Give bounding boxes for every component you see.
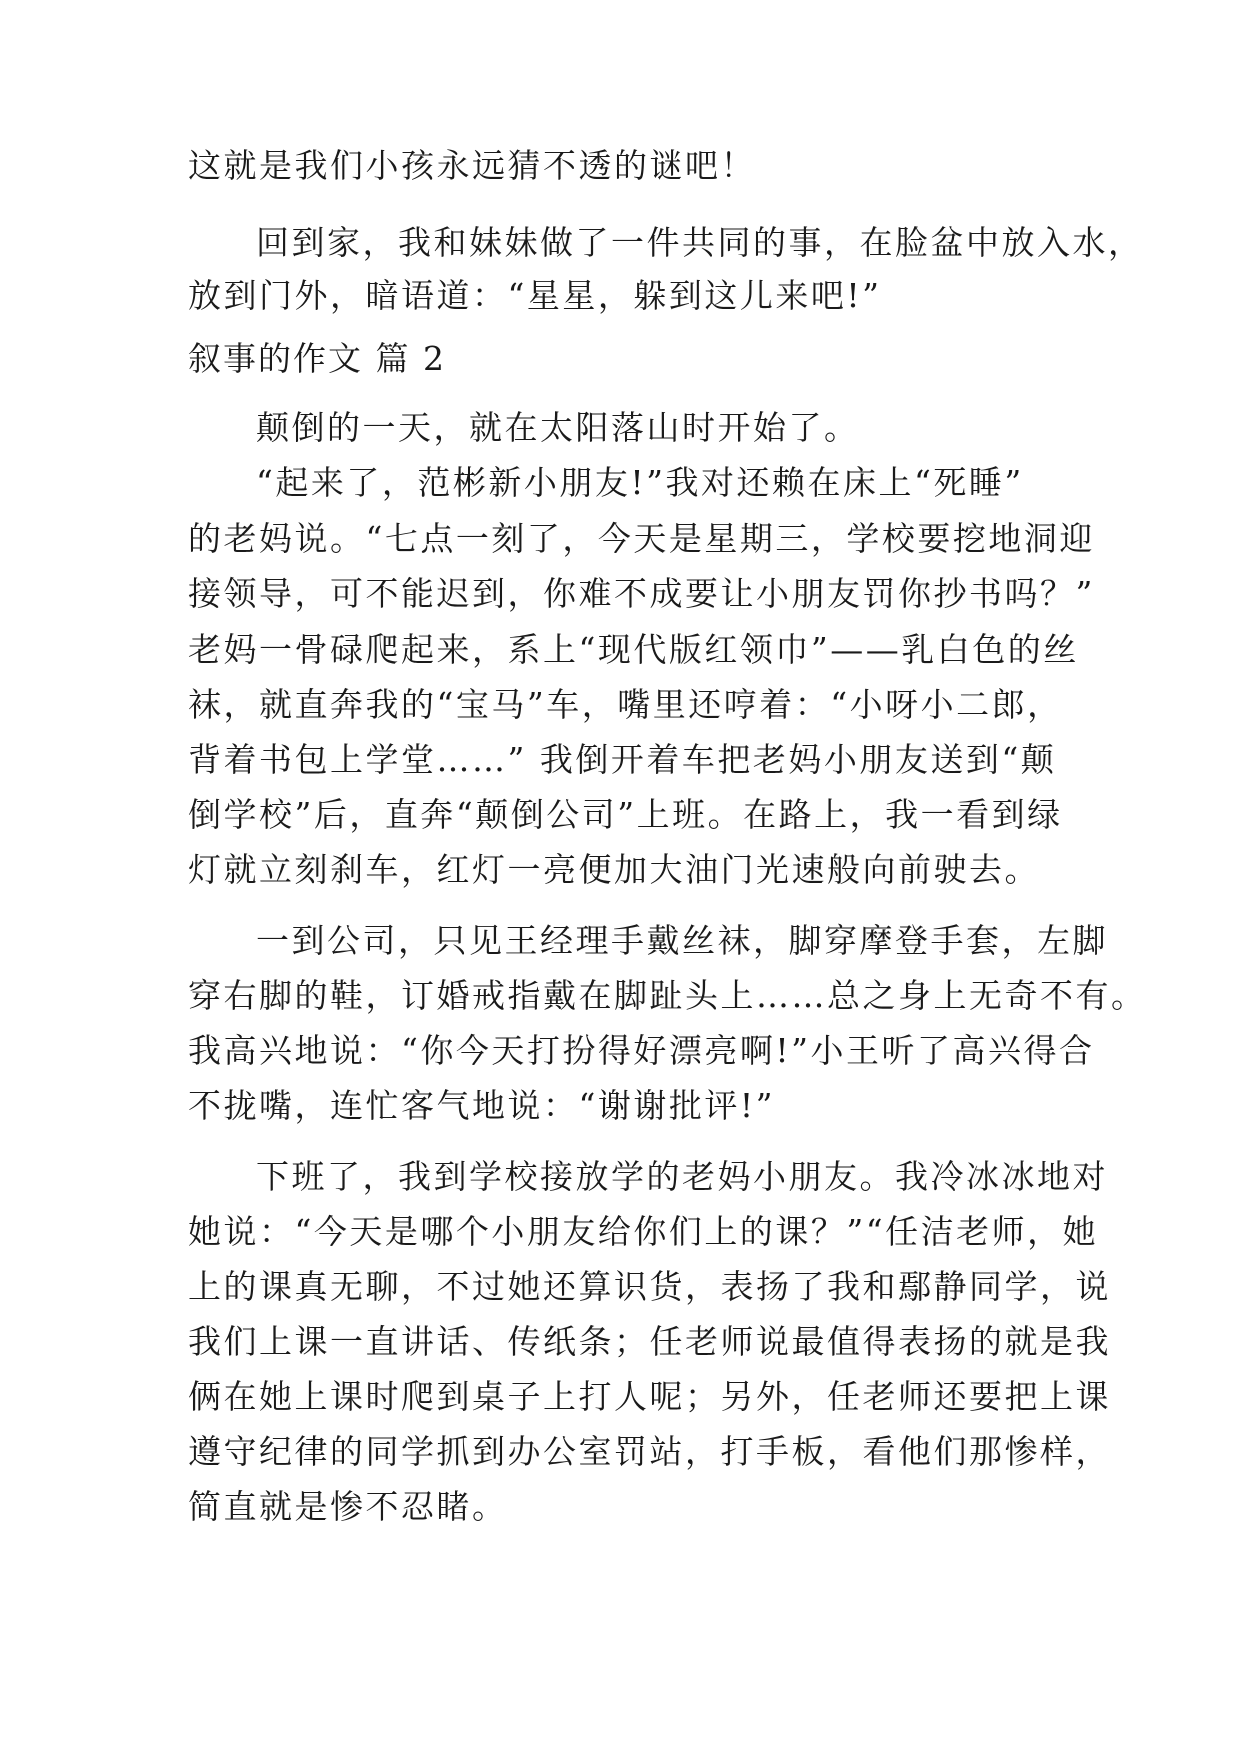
text-line: 倒学校”后，直奔“颠倒公司”上班。在路上，我一看到绿 <box>188 795 1063 834</box>
text-line: 回到家，我和妹妹做了一件共同的事，在脸盆中放入水， <box>256 223 1144 262</box>
text-line: 灯就立刻刹车，红灯一亮便加大油门光速般向前驶去。 <box>188 850 1040 889</box>
text-line: 遵守纪律的同学抓到办公室罚站，打手板，看他们那惨样， <box>188 1432 1111 1471</box>
text-line: 穿右脚的鞋，订婚戒指戴在脚趾头上……总之身上无奇不有。 <box>188 976 1147 1015</box>
text-line: 放到门外，暗语道：“星星，躲到这儿来吧!” <box>188 276 882 315</box>
text-line: 俩在她上课时爬到桌子上打人呢；另外，任老师还要把上课 <box>188 1377 1111 1416</box>
text-line: 背着书包上学堂……” 我倒开着车把老妈小朋友送到“颠 <box>188 740 1057 779</box>
text-line: 简直就是惨不忍睹。 <box>188 1487 508 1526</box>
text-line: 不拢嘴，连忙客气地说：“谢谢批评!” <box>188 1086 776 1125</box>
text-line: “起来了，范彬新小朋友!”我对还赖在床上“死睡” <box>256 463 1024 502</box>
text-line: 我高兴地说：“你今天打扮得好漂亮啊!”小王听了高兴得合 <box>188 1031 1095 1070</box>
text-line: 上的课真无聊，不过她还算识货，表扬了我和鄢静同学，说 <box>188 1267 1111 1306</box>
text-line: 颠倒的一天，就在太阳落山时开始了。 <box>256 408 860 447</box>
text-line: 接领导，可不能迟到，你难不成要让小朋友罚你抄书吗？” <box>188 574 1095 613</box>
section-heading: 叙事的作文 篇 2 <box>188 339 446 378</box>
text-line: 的老妈说。“七点一刻了，今天是星期三，学校要挖地洞迎 <box>188 519 1095 558</box>
text-line: 她说：“今天是哪个小朋友给你们上的课？”“任洁老师，她 <box>188 1212 1099 1251</box>
text-line: 袜，就直奔我的“宝马”车，嘴里还哼着：“小呀小二郎， <box>188 685 1063 724</box>
text-line: 下班了，我到学校接放学的老妈小朋友。我冷冰冰地对 <box>256 1157 1108 1196</box>
text-line: 老妈一骨碌爬起来，系上“现代版红领巾”——乳白色的丝 <box>188 630 1079 669</box>
text-line: 我们上课一直讲话、传纸条；任老师说最值得表扬的就是我 <box>188 1322 1111 1361</box>
text-line: 一到公司，只见王经理手戴丝袜，脚穿摩登手套，左脚 <box>256 921 1108 960</box>
text-line: 这就是我们小孩永远猜不透的谜吧！ <box>188 146 756 185</box>
